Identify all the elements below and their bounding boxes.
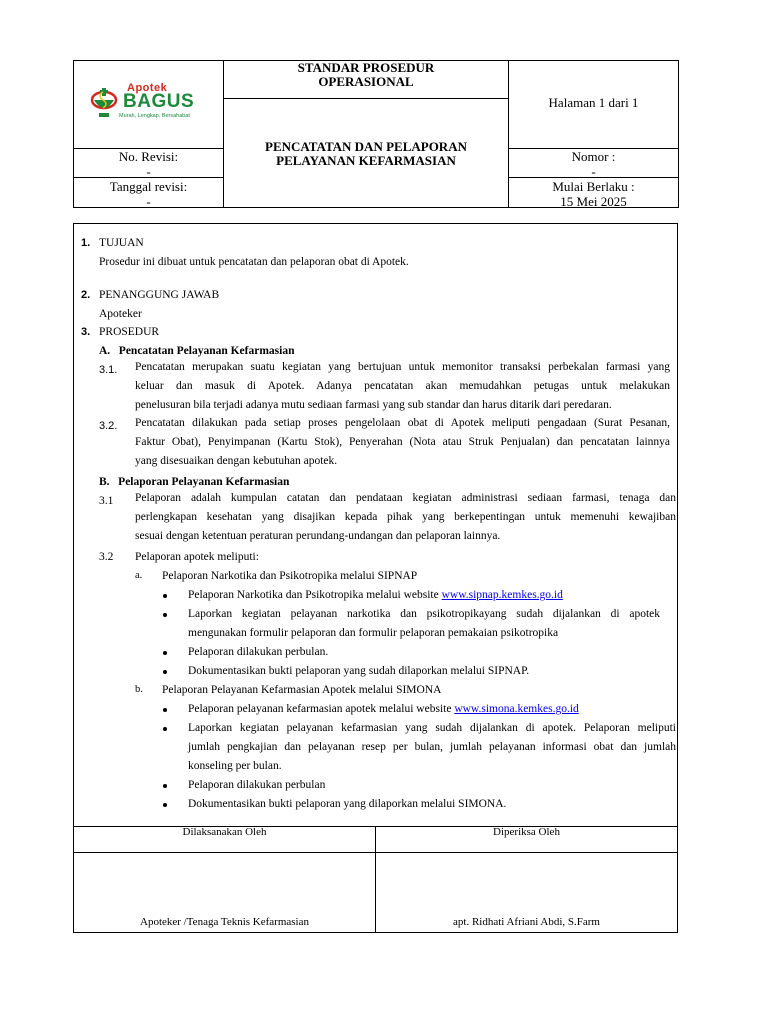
- document-subtitle: PENCATATAN DAN PELAPORAN PELAYANAN KEFARMASIAN: [265, 139, 467, 168]
- list-item: Laporkan kegiatan pelayanan kefarmasian yang sudah dijalankan di apotek. Pelaporan meliputi jumlah pengkajian dan pelayanan resep per bulan, jumlah pelayanan informasi obat dan jumlah konseling per bulan.: [188, 722, 676, 772]
- table-border: [678, 60, 679, 208]
- list-label: b.: [135, 684, 143, 695]
- bullet-icon: [163, 651, 167, 655]
- pharmacy-bowl-icon: [87, 86, 123, 126]
- bullet-icon: [163, 708, 167, 712]
- table-divider: [223, 98, 509, 99]
- section-number: 1.: [81, 237, 91, 249]
- logo-top-word: Apotek: [127, 82, 168, 94]
- section-title-penanggung-jawab: PENANGGUNG JAWAB: [99, 289, 220, 301]
- subsection-heading-b: B. Pelaporan Pelayanan Kefarmasian: [99, 476, 290, 488]
- item-number: 3.1.: [99, 364, 118, 376]
- executor-header: Dilaksanakan Oleh: [182, 826, 267, 838]
- paragraph: Pelaporan adalah kumpulan catatan dan pendataan kegiatan administrasi sediaan farmasi, tenaga dan perlengkapan kesehatan yang disajikan kepada pihak yang berkepentingan untuk memenuhi kewajiban sesuai dengan ketentuan peraturan perundang-undangan dan pelaporan lainnya.: [135, 492, 676, 542]
- logo-tagline: Murah, Lengkap, Bersahabat: [119, 113, 190, 119]
- section-number: 3.: [81, 326, 91, 338]
- revision-number: No. Revisi: -: [118, 149, 179, 179]
- page-info: Halaman 1 dari 1: [548, 95, 639, 110]
- item-number: 3.2.: [99, 420, 118, 432]
- section-text: Prosedur ini dibuat untuk pencatatan dan pelaporan obat di Apotek.: [99, 256, 409, 268]
- list-label: a.: [135, 570, 143, 581]
- effective-date: Mulai Berlaku : 15 Mei 2025: [552, 179, 635, 209]
- reviewer-header: Diperiksa Oleh: [493, 826, 560, 838]
- revision-date: Tanggal revisi: -: [109, 179, 188, 209]
- subsection-heading-a: A. Pencatatan Pelayanan Kefarmasian: [99, 345, 295, 357]
- bullet-icon: [163, 613, 167, 617]
- list-item: Dokumentasikan bukti pelaporan yang dilaporkan melalui SIMONA.: [188, 798, 507, 810]
- bullet-icon: [163, 594, 167, 598]
- list-item: Pelaporan Narkotika dan Psikotropika melalui SIPNAP: [162, 570, 418, 582]
- paragraph: Pelaporan apotek meliputi:: [135, 551, 259, 563]
- list-item: Pelaporan pelayanan kefarmasian apotek melalui website www.simona.kemkes.go.id: [188, 703, 579, 715]
- list-item: Pelaporan dilakukan perbulan: [188, 779, 326, 791]
- section-text: Apoteker: [99, 308, 142, 320]
- document-title: STANDAR PROSEDUR OPERASIONAL: [297, 60, 435, 89]
- section-number: 2.: [81, 289, 91, 301]
- bullet-icon: [163, 670, 167, 674]
- list-item: Pelaporan Narkotika dan Psikotropika melalui website www.sipnap.kemkes.go.id: [188, 589, 563, 601]
- sipnap-link[interactable]: www.sipnap.kemkes.go.id: [441, 589, 563, 601]
- bullet-icon: [163, 784, 167, 788]
- document-number: Nomor : -: [571, 149, 616, 179]
- item-number: 3.2: [99, 551, 114, 563]
- section-title-prosedur: PROSEDUR: [99, 326, 160, 338]
- list-item: Pelaporan dilakukan perbulan.: [188, 646, 329, 658]
- list-item: Dokumentasikan bukti pelaporan yang sudah dilaporkan melalui SIPNAP.: [188, 665, 530, 677]
- simona-link[interactable]: www.simona.kemkes.go.id: [454, 703, 579, 715]
- list-item: Pelaporan Pelayanan Kefarmasian Apotek melalui SIMONA: [162, 684, 442, 696]
- section-title-tujuan: TUJUAN: [99, 237, 144, 249]
- paragraph: Pencatatan merupakan suatu kegiatan yang bertujuan untuk memonitor transaksi perbekalan farmasi yang keluar dan masuk di Apotek. Adanya pencatatan akan memudahkan petugas untuk melakukan penelusuran bila terjadi adanya mutu sediaan farmasi yang sub standar dan harus ditarik dari peredaran.: [135, 361, 670, 411]
- reviewer-name: apt. Ridhati Afriani Abdi, S.Farm: [453, 916, 600, 928]
- item-number: 3.1: [99, 495, 114, 507]
- logo-main-word: BAGUS: [123, 91, 195, 112]
- bullet-icon: [163, 803, 167, 807]
- list-item: Laporkan kegiatan pelayanan narkotika dan psikotropikayang sudah dijalankan di apotek mengunakan formulir pelaporan dan formulir pelaporan pemakaian psikotropika: [188, 608, 660, 639]
- header-table: [73, 60, 679, 208]
- apotek-logo: [87, 82, 207, 126]
- paragraph: Pencatatan dilakukan pada setiap proses pengelolaan obat di Apotek meliputi pengadaan (Surat Pesanan, Faktur Obat), Penyimpanan (Kartu Stok), Penyerahan (Nota atau Struk Penjualan) dan pencatatan lainnya yang disesuaikan dengan kebutuhan apotek.: [135, 417, 670, 467]
- box-border: [73, 223, 678, 224]
- executor-name: Apoteker /Tenaga Teknis Kefarmasian: [140, 916, 309, 928]
- bullet-icon: [163, 727, 167, 731]
- content-box: [73, 223, 679, 933]
